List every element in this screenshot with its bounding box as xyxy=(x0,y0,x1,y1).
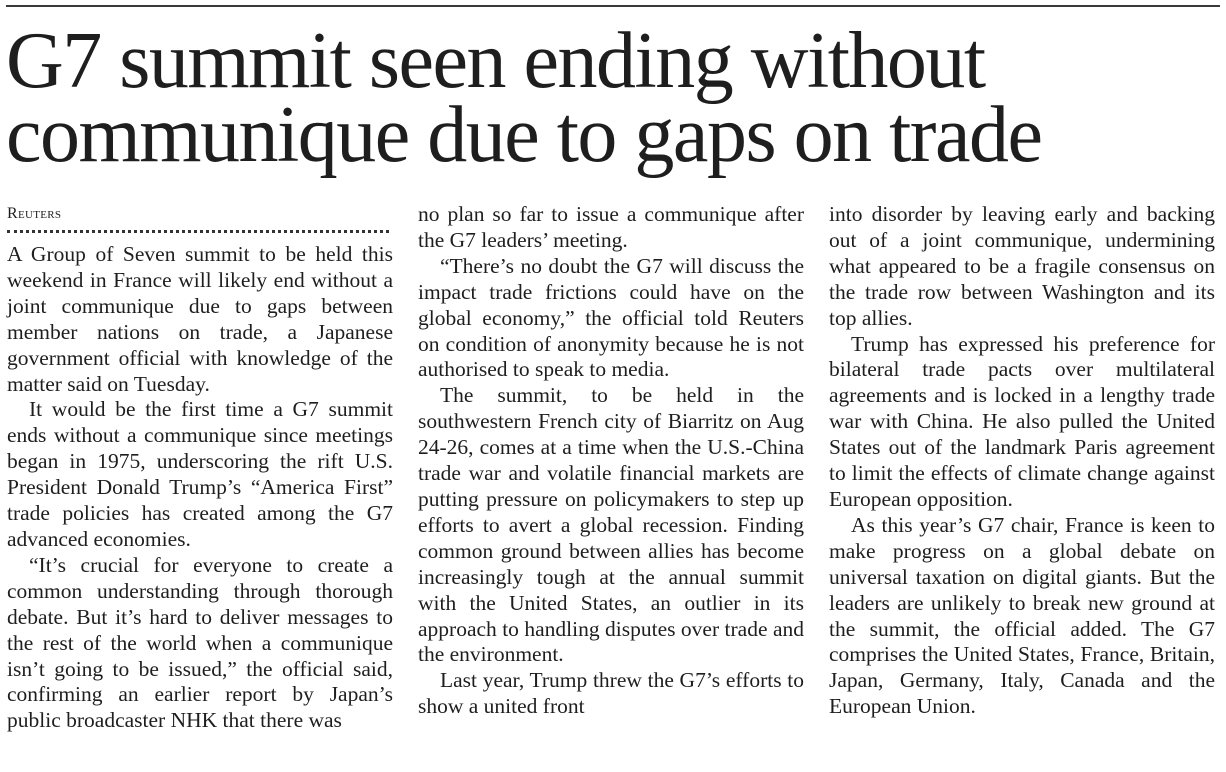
paragraph: Last year, Trump threw the G7’s efforts to show a united front xyxy=(418,668,804,719)
paragraph: As this year’s G7 chair, France is keen to make progress on a global debate on universal taxation on digital giants. But the leaders are unlikely to break new ground at the summit, the official added. The G7 comprises the United States, France, Britain, Japan, Germany, Italy, Canada and the European Union. xyxy=(829,512,1215,719)
paragraph: into disorder by leaving early and backing out of a joint communique, undermining what appeared to be a fragile consensus on the trade row between Washington and its top allies. xyxy=(829,202,1215,330)
article-column-2 xyxy=(418,202,804,720)
top-rule xyxy=(6,5,1220,7)
paragraph: “It’s crucial for everyone to create a common understanding through thorough debate. But it’s hard to deliver messages to the rest of the world when a communique isn’t going to be issued,” the official said, confirming an earlier report by Japan’s public broadcaster NHK that there was xyxy=(7,552,393,733)
headline xyxy=(6,17,1220,179)
paragraph: It would be the first time a G7 summit ends without a communique since meetings began in 1975, underscoring the rift U.S. President Donald Trump’s “America First” trade policies has created among the G7 advanced economies. xyxy=(7,397,393,551)
headline-line-2: communique due to gaps on trade xyxy=(6,91,1042,179)
paragraph: Trump has expressed his preference for bilateral trade pacts over multilateral agreements and is locked in a lengthy trade war with China. He also pulled the United States out of the landmark Paris agreement to limit the effects of climate change against European opposition. xyxy=(829,331,1215,511)
paragraph: “There’s no doubt the G7 will discuss the impact trade frictions could have on the global economy,” the official told Reuters on condition of anonymity because he is not authorised to speak to media. xyxy=(418,253,804,382)
article-column-1 xyxy=(7,204,393,734)
article-column-3 xyxy=(829,202,1215,720)
headline-line-1: G7 summit seen ending without xyxy=(6,17,985,105)
byline-dotted-divider xyxy=(7,230,389,233)
byline: Reuters xyxy=(7,205,62,222)
paragraph: no plan so far to issue a communique after the G7 leaders’ meeting. xyxy=(418,202,804,252)
paragraph: The summit, to be held in the southwestern French city of Biarritz on Aug 24-26, comes at a time when the U.S.-China trade war and volatile financial markets are putting pressure on policymakers to step up efforts to avert a global recession. Finding common ground between allies has become increasingly tough at the annual summit with the United States, an outlier in its approach to handling disputes over trade and the environment. xyxy=(418,383,804,667)
paragraph: A Group of Seven summit to be held this weekend in France will likely end without a joint communique due to gaps between member nations on trade, a Japanese government official with knowledge of the matter said on Tuesday. xyxy=(7,242,393,396)
